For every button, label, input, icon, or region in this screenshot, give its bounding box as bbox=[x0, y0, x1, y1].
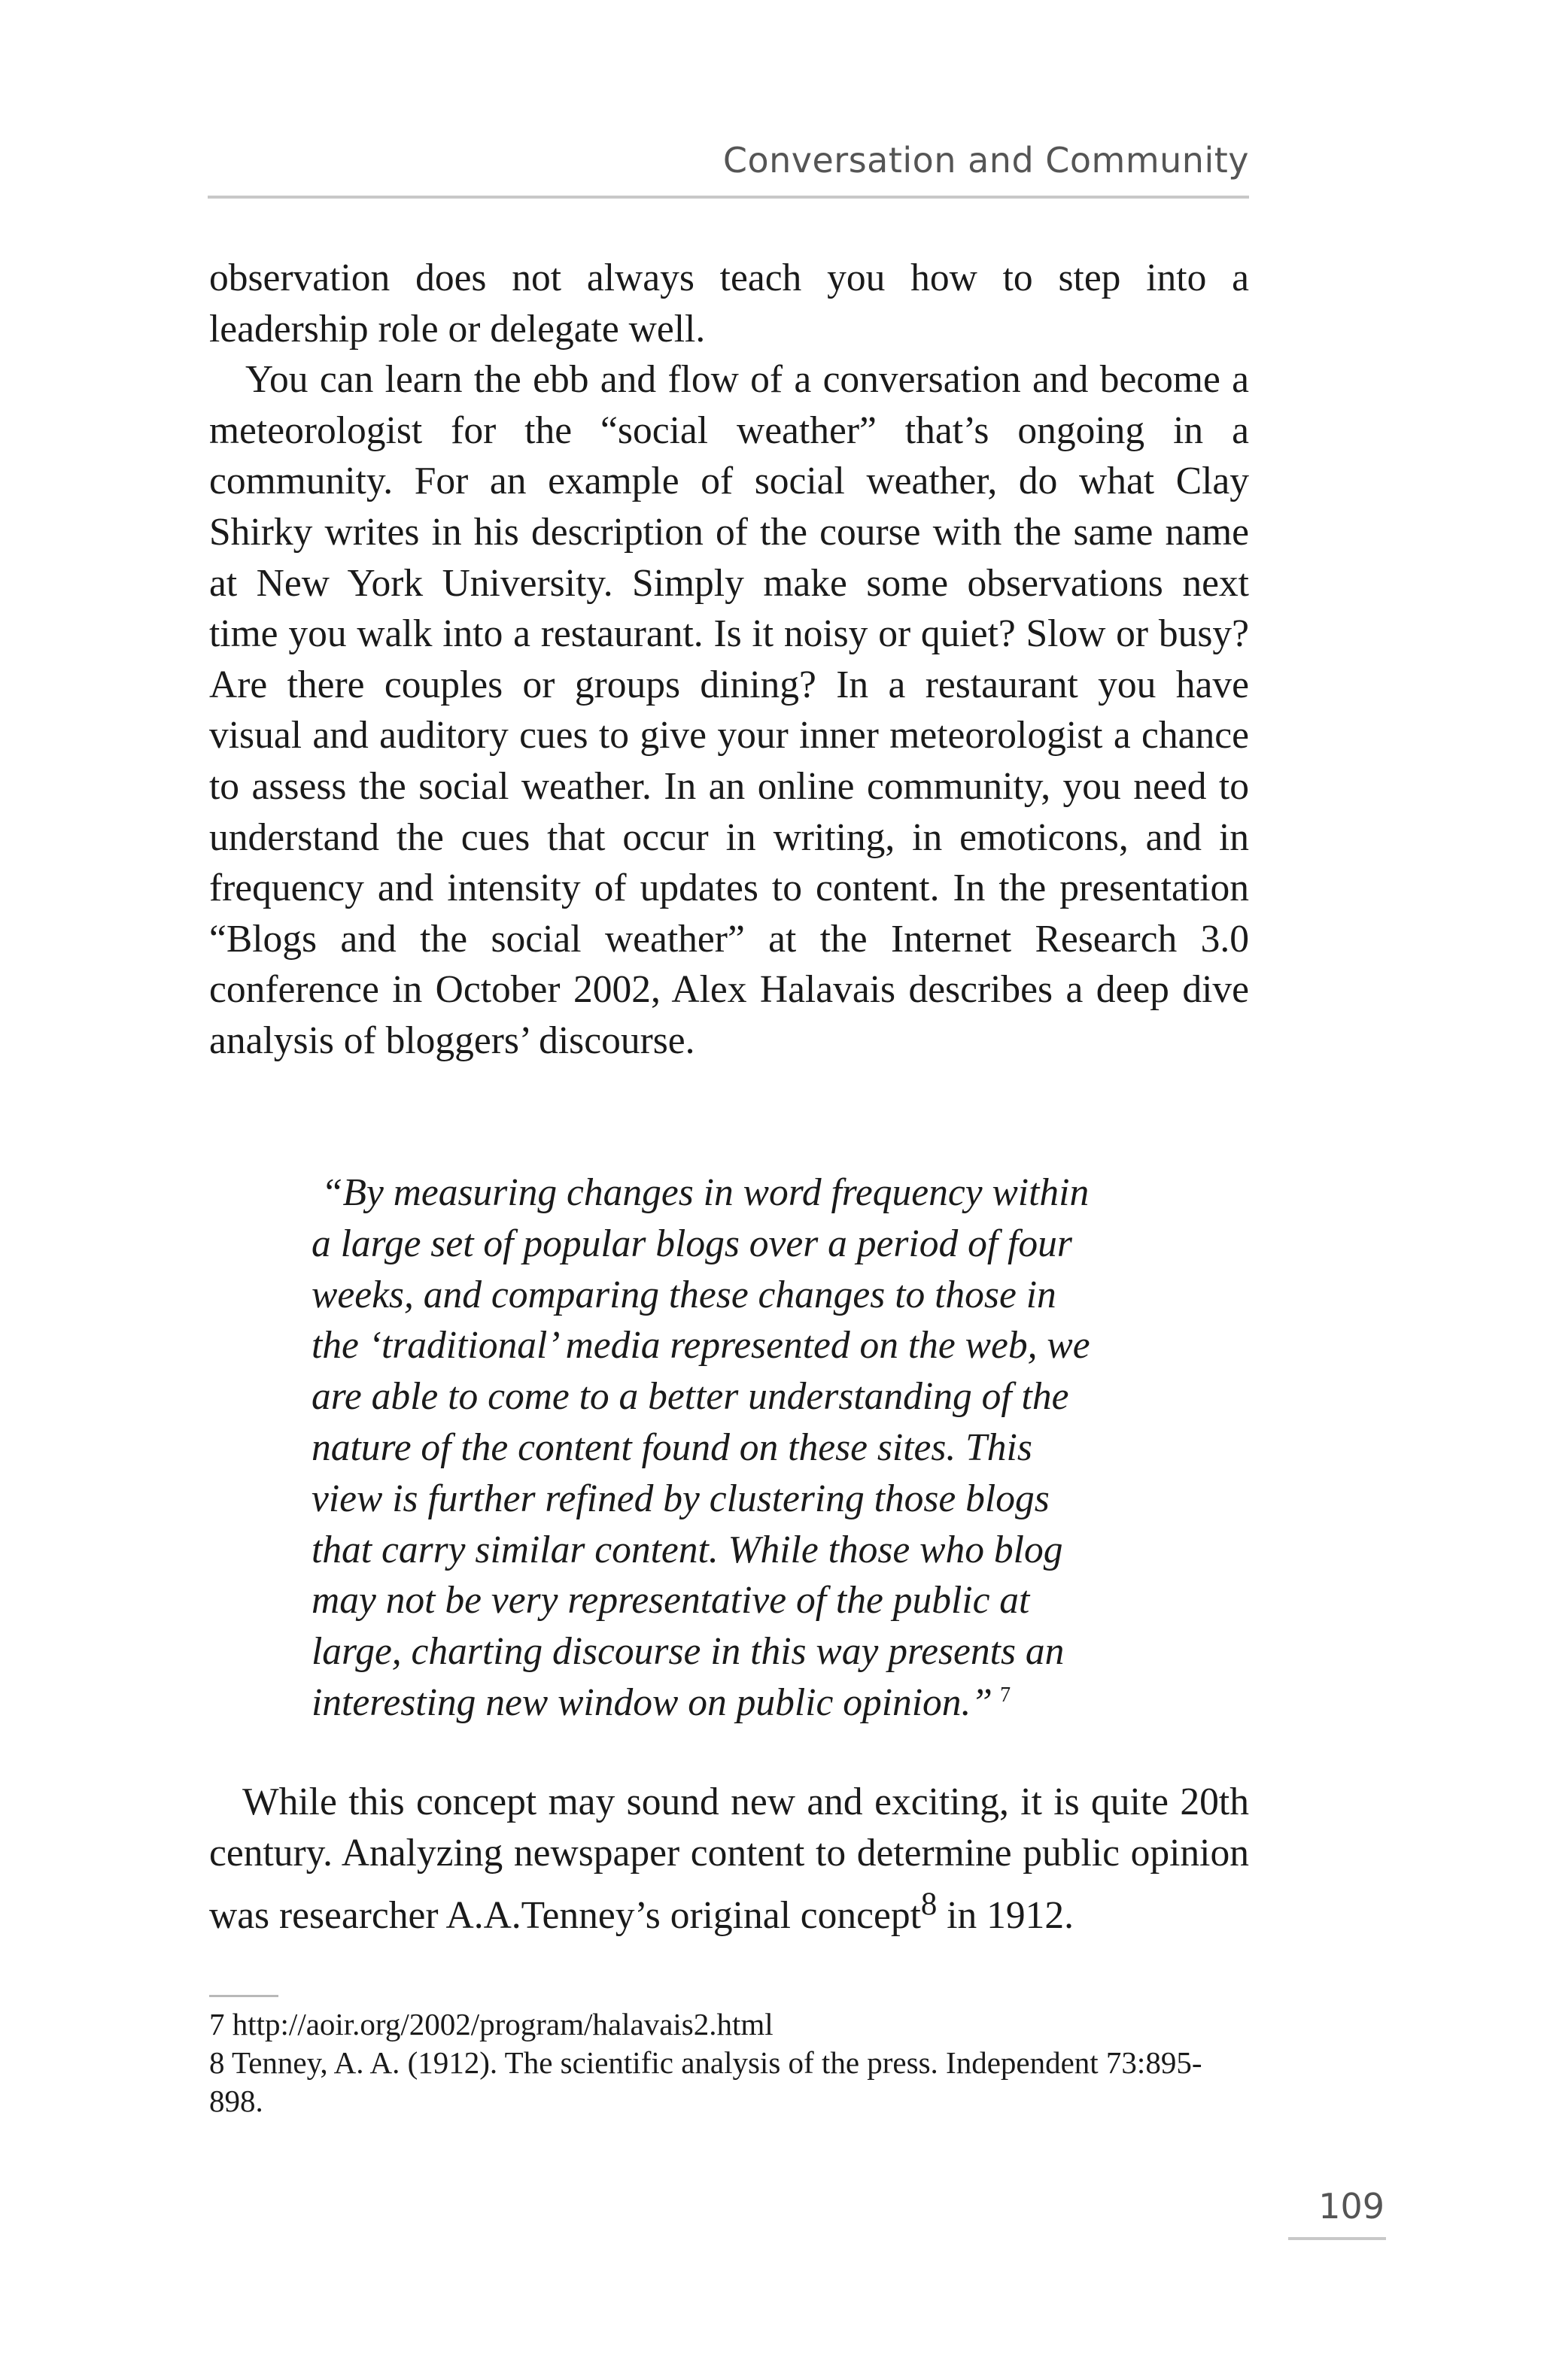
paragraph-2: You can learn the ebb and flow of a conversation and become a meteorologist for the “social weather” that’s ongoing in a community. For an example of social weather, do what Clay Shirky writes in his description of the course with the same name at New York University. Simply make some observations next time you walk into a restaurant. Is it noisy or quiet? Slow or busy? Are there couples or groups dining? In a restaurant you have visual and auditory cues to give your inner meteorologist a chance to assess the social weather. In an online community, you need to understand the cues that occur in writing, in emoticons, and in frequency and intensity of updates to content. In the presentation “Blogs and the social weather” at the Internet Research 3.0 conference in October 2002, Alex Halavais describes a deep dive analysis of bloggers’ discourse. bbox=[209, 358, 1249, 1062]
closing-text-end: in 1912. bbox=[937, 1894, 1074, 1938]
footnote-ref-8[interactable]: 8 bbox=[920, 1887, 938, 1922]
quote-line: may not be very representative of the public at bbox=[312, 1579, 1030, 1623]
quote-line: are able to come to a better understanding of the bbox=[312, 1375, 1069, 1419]
quote-line: the ‘traditional’ media represented on the web, we bbox=[312, 1324, 1090, 1368]
quote-line-last bbox=[312, 1677, 1139, 1729]
quote-line: that carry similar content. While those who blog bbox=[312, 1528, 1063, 1571]
closing-paragraph bbox=[209, 1777, 1249, 1941]
running-head-title: Conversation and Community bbox=[722, 140, 1249, 181]
footnotes bbox=[209, 2005, 1249, 2120]
quote-line: “By measuring changes in word frequency within bbox=[312, 1171, 1090, 1214]
header-divider bbox=[208, 196, 1249, 199]
page-number-underline bbox=[1288, 2237, 1386, 2240]
footnote-divider bbox=[209, 1995, 278, 1997]
footnote-8: 8 Tenney, A. A. (1912). The scientific analysis of the press. Independent 73:895-898. bbox=[209, 2045, 1202, 2118]
paragraph-1: observation does not always teach you how to step into a leadership role or delegate well. bbox=[209, 257, 1249, 351]
quote-line: large, charting discourse in this way presents an bbox=[312, 1630, 1065, 1674]
quote-last-text: interesting new window on public opinion.” bbox=[312, 1680, 993, 1724]
quote-line: view is further refined by clustering those blogs bbox=[312, 1477, 1050, 1520]
closing-text: While this concept may sound new and exciting, it is quite 20th century. Analyzing newspaper content to determine public opinion was researcher A.A.Tenney’s original concept bbox=[209, 1780, 1249, 1938]
quote-line: nature of the content found on these sites. This bbox=[312, 1425, 1032, 1469]
block-quote bbox=[312, 1167, 1139, 1729]
quote-line: a large set of popular blogs over a period of four bbox=[312, 1222, 1072, 1265]
footnote-ref-7[interactable]: 7 bbox=[1000, 1683, 1011, 1707]
footnote-7: 7 http://aoir.org/2002/program/halavais2.html bbox=[209, 2007, 774, 2042]
body-text bbox=[209, 253, 1249, 1067]
page-number: 109 bbox=[1318, 2186, 1384, 2227]
quote-line: weeks, and comparing these changes to those in bbox=[312, 1273, 1056, 1316]
